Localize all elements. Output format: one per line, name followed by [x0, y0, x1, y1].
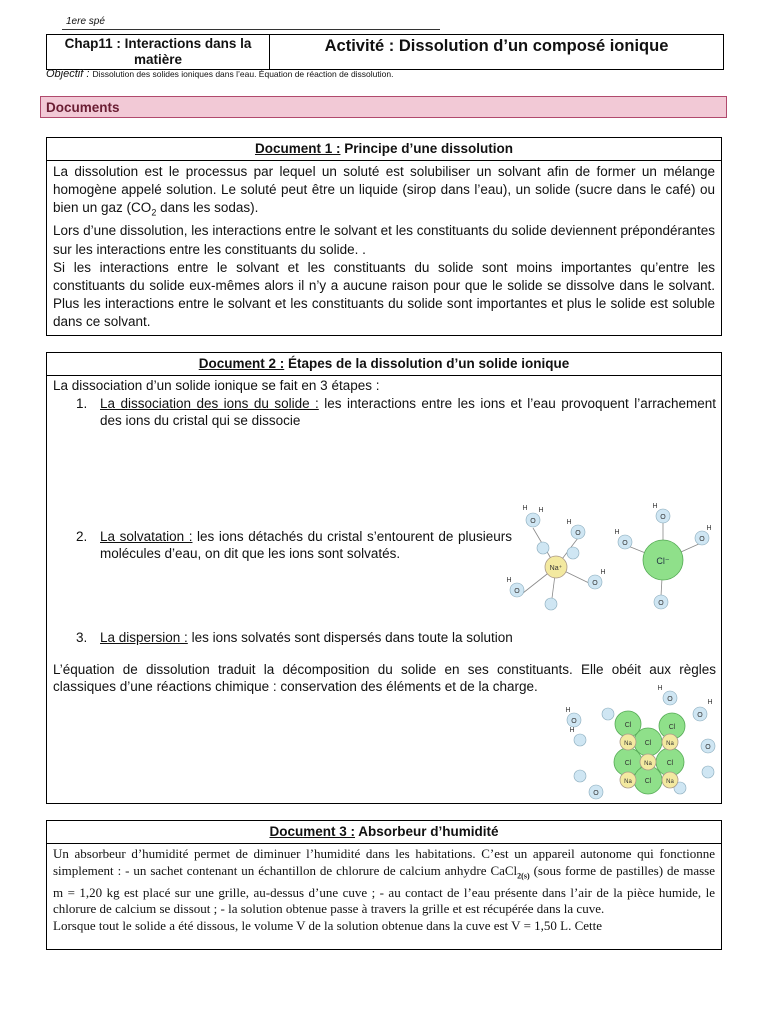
document-2-label: Document 2 :: [198, 356, 285, 371]
equation-paragraph: L’équation de dissolution traduit la décomposition du solide en ses constituants. Elle obéit aux règles classiques d’une réactions chimique : conservation des éléments et de la charge.: [53, 662, 716, 694]
sodium-label: Na⁺: [549, 565, 563, 572]
step-3: [100, 629, 716, 646]
chloride-label: Cl⁻: [656, 556, 670, 566]
document-3: [46, 820, 722, 950]
step-2: [100, 528, 512, 562]
svg-text:O: O: [593, 790, 599, 797]
step-3-text: les ions solvatés sont dispersés dans toute la solution: [187, 630, 513, 645]
water-h-label: H: [522, 505, 528, 512]
document-3-title: [47, 821, 721, 844]
svg-text:H: H: [569, 727, 575, 734]
svg-text:O: O: [575, 530, 581, 537]
solvation-figure: [503, 498, 713, 614]
document-1-title: [47, 138, 721, 161]
svg-text:Cl: Cl: [666, 760, 674, 767]
svg-text:Na: Na: [624, 779, 632, 785]
svg-text:O: O: [514, 588, 520, 595]
svg-text:O: O: [658, 600, 664, 607]
document-3-label: Document 3 :: [269, 824, 355, 839]
objective: [46, 68, 393, 80]
document-3-heading: Absorbeur d’humidité: [358, 824, 499, 839]
step-2-text: les ions détachés du cristal s’entourent de plusieurs molécules d’eau, on dit que les ions sont solvatés.: [100, 529, 512, 561]
step-1: [100, 395, 716, 429]
section-title: Documents: [40, 96, 727, 118]
step-3-term: La dispersion :: [100, 630, 188, 645]
svg-text:H: H: [565, 707, 571, 714]
doc3-paragraph-2: Lorsque tout le solide a été dissous, le volume V de la solution obtenue dans la cuve est V = 1,50 L. Cette: [53, 917, 603, 933]
svg-text:Cl: Cl: [624, 760, 632, 767]
svg-text:H: H: [707, 699, 713, 706]
svg-text:H: H: [566, 519, 572, 526]
svg-text:O: O: [667, 696, 673, 703]
doc1-paragraph-2: Lors d’une dissolution, les interactions entre le solvant et les constituants du solide deviennent prépondérantes sur les interactions entre les constituants du solide. .: [53, 223, 715, 257]
step-2-number: 2.: [76, 529, 88, 544]
svg-text:Na: Na: [644, 761, 652, 767]
svg-text:H: H: [652, 503, 658, 510]
crystal-figure: [560, 684, 718, 800]
activity-title: Activité : Dissolution d’un composé ionique: [324, 37, 669, 55]
svg-text:H: H: [706, 525, 712, 532]
document-1-label: Document 1 :: [254, 141, 341, 156]
svg-text:Cl: Cl: [644, 778, 652, 785]
svg-text:H: H: [506, 577, 512, 584]
svg-text:Cl: Cl: [624, 722, 632, 729]
step-1-number: 1.: [76, 396, 88, 411]
objective-text: Dissolution des solides ioniques dans l’eau. Équation de réaction de dissolution.: [92, 69, 394, 79]
level-label: 1ere spé: [66, 16, 105, 27]
doc2-intro: La dissociation d’un solide ionique se fait en 3 étapes :: [53, 378, 380, 393]
svg-text:O: O: [571, 718, 577, 725]
svg-text:H: H: [614, 529, 620, 536]
document-3-body: [47, 844, 721, 937]
document-1-heading: Principe d’une dissolution: [344, 141, 514, 156]
svg-text:H: H: [538, 507, 544, 514]
objective-label: Objectif :: [46, 68, 90, 80]
doc1-paragraph-1: La dissolution est le processus par lequel un soluté est solubiliser un solvant afin de former un mélange homogène appelé solution. Le soluté peut être un liquide (sirop dans l’eau), un solide (sucre dans le café) ou bien un gaz ($CO_2$ dans les sodas).: [53, 164, 715, 219]
document-1: [46, 137, 722, 336]
svg-text:Na: Na: [666, 741, 674, 747]
svg-text:O: O: [705, 744, 711, 751]
header-table: [46, 34, 724, 70]
svg-text:Na: Na: [666, 779, 674, 785]
svg-text:O: O: [697, 712, 703, 719]
document-2-title: [47, 353, 721, 376]
svg-text:O: O: [699, 536, 705, 543]
svg-text:Cl: Cl: [668, 724, 676, 731]
water-o-label: O: [530, 518, 536, 525]
step-1-term: La dissociation des ions du solide :: [100, 396, 319, 411]
step-1-text: les interactions entre les ions et l’eau provoquent l’arrachement des ions du cristal qui se dissocie: [100, 396, 716, 428]
name-line: [62, 29, 440, 30]
step-3-number: 3.: [76, 630, 88, 645]
svg-text:O: O: [660, 514, 666, 521]
svg-text:Cl: Cl: [644, 740, 652, 747]
document-1-body: [47, 161, 721, 334]
svg-text:Na: Na: [624, 741, 632, 747]
svg-text:O: O: [592, 580, 598, 587]
step-2-term: La solvatation :: [100, 529, 193, 544]
svg-text:H: H: [657, 685, 663, 692]
document-2-heading: Étapes de la dissolution d’un solide ionique: [288, 356, 570, 371]
svg-text:H: H: [600, 569, 606, 576]
chapter-title: Chap11 : Interactions dans la matière: [47, 35, 270, 69]
doc3-paragraph-1: Un absorbeur d’humidité permet de diminuer l’humidité dans les habitations. C’est un appareil autonome qui fonctionne simplement : - un sachet contenant un échantillon de chlorure de calcium anhydre CaCl$_{2(s)}$ (sous forme de pastilles) de masse m = 1,20 kg est placé sur une grille, au-dessus d’une cuve ; - au contact de l’eau présente dans l’air de la pièce humide, le chlorure de calcium se dissout ; - la solution obtenue passe à travers la grille et est récupérée dans la cuve.: [53, 846, 715, 917]
svg-text:O: O: [622, 540, 628, 547]
doc1-paragraph-3: Si les interactions entre le solvant et les constituants du solide sont moins importantes qu’entre les constituants du solide eux-mêmes alors il n’y a aucune raison pour que le solide se dissolve dans le solvant. Plus les interactions entre le solvant et les constituants du solide sont importantes et plus le solide est soluble dans ce solvant.: [53, 259, 715, 330]
